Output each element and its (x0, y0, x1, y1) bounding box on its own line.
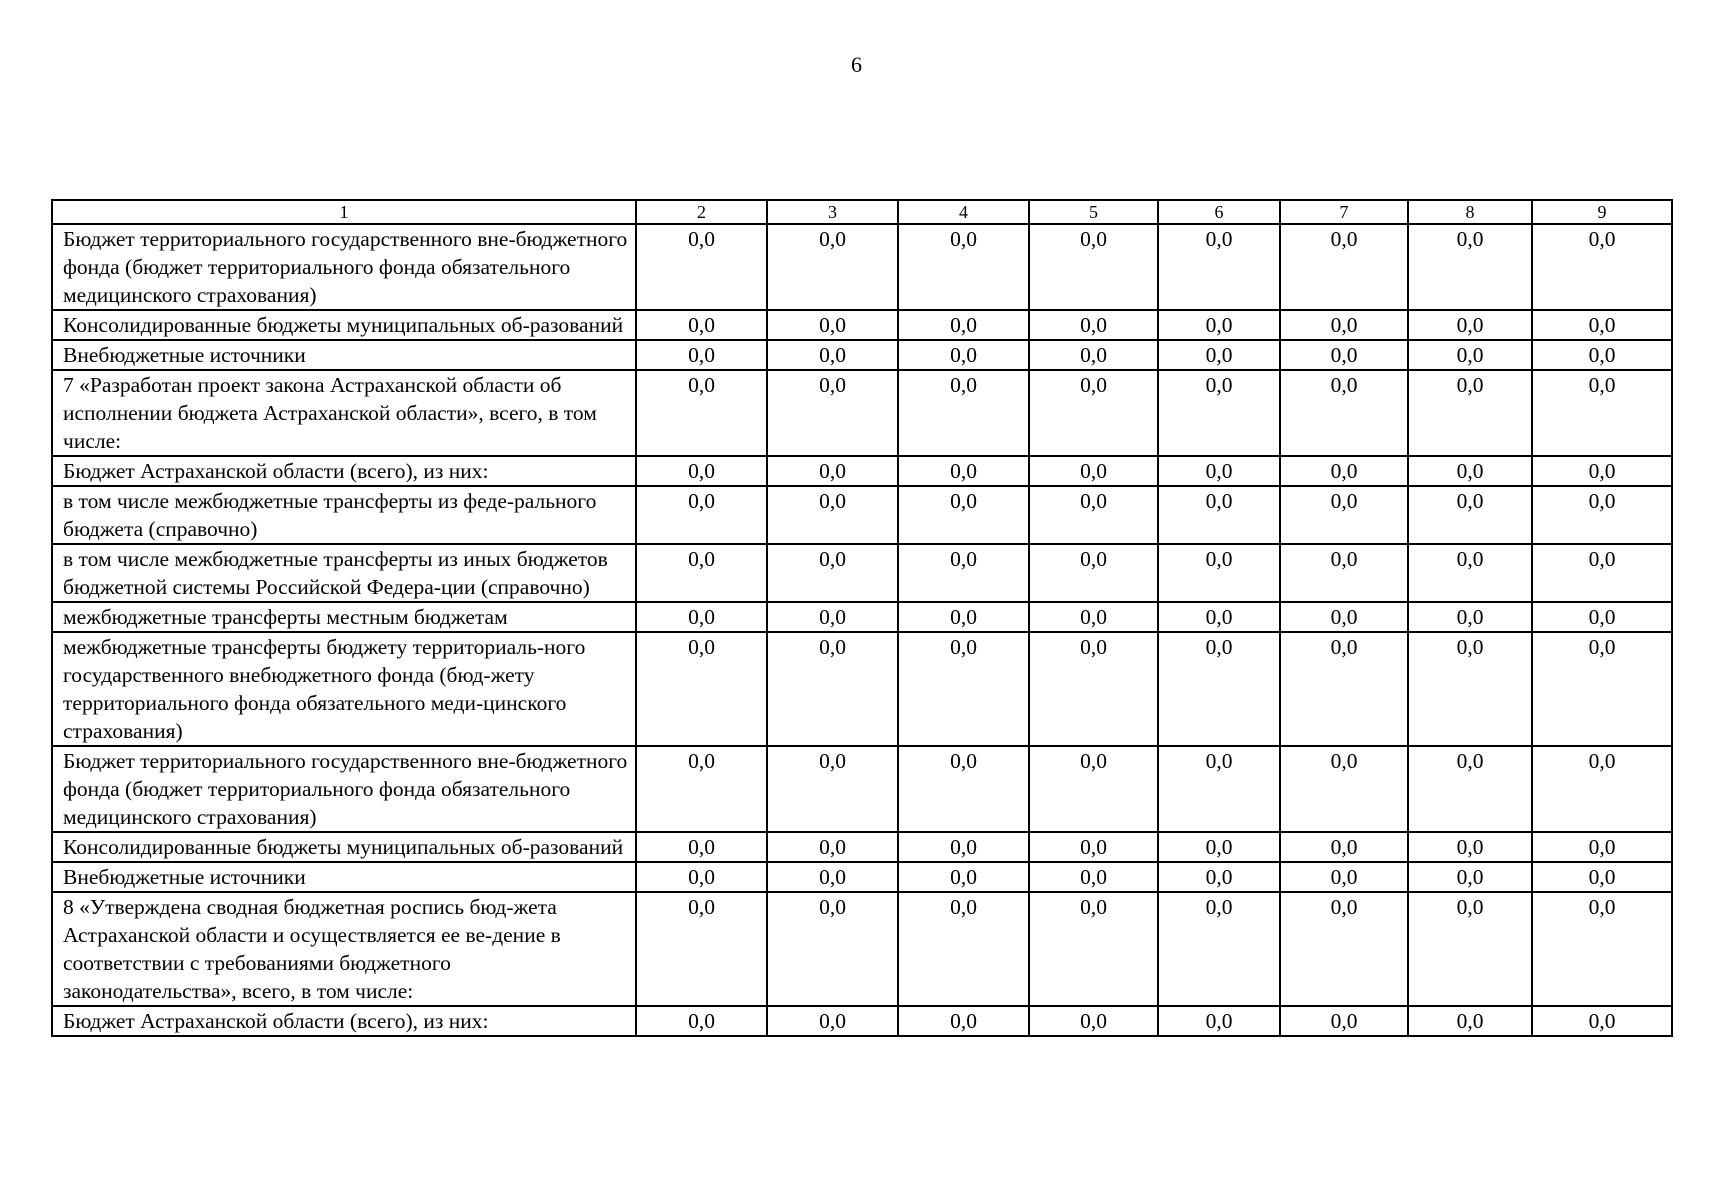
value-cell: 0,0 (1408, 832, 1532, 862)
value-cell: 0,0 (898, 340, 1029, 370)
value-cell: 0,0 (1158, 340, 1280, 370)
table-row (52, 486, 1672, 544)
budget-table (51, 199, 1673, 1037)
value-cell: 0,0 (1158, 1006, 1280, 1036)
value-cell: 0,0 (1532, 1006, 1672, 1036)
value-cell: 0,0 (1408, 862, 1532, 892)
value-cell: 0,0 (898, 832, 1029, 862)
column-header: 8 (1408, 200, 1532, 224)
value-cell: 0,0 (898, 310, 1029, 340)
value-cell: 0,0 (1029, 310, 1158, 340)
table-row (52, 602, 1672, 632)
table-row (52, 632, 1672, 746)
value-cell: 0,0 (767, 370, 898, 456)
value-cell: 0,0 (767, 224, 898, 310)
value-cell: 0,0 (1280, 486, 1408, 544)
row-label: Внебюджетные источники (52, 862, 636, 892)
value-cell: 0,0 (1280, 340, 1408, 370)
value-cell: 0,0 (636, 832, 767, 862)
table-row (52, 892, 1672, 1006)
value-cell: 0,0 (767, 456, 898, 486)
value-cell: 0,0 (1408, 1006, 1532, 1036)
value-cell: 0,0 (767, 862, 898, 892)
row-label: межбюджетные трансферты бюджету территориаль-ного государственного внебюджетного фонда (бюд-жету территориального фонда обязательного меди-цинского страхования) (52, 632, 636, 746)
value-cell: 0,0 (767, 746, 898, 832)
value-cell: 0,0 (1029, 370, 1158, 456)
value-cell: 0,0 (1158, 862, 1280, 892)
value-cell: 0,0 (898, 1006, 1029, 1036)
value-cell: 0,0 (898, 456, 1029, 486)
value-cell: 0,0 (1280, 862, 1408, 892)
value-cell: 0,0 (636, 892, 767, 1006)
value-cell: 0,0 (767, 486, 898, 544)
value-cell: 0,0 (1158, 486, 1280, 544)
value-cell: 0,0 (1408, 456, 1532, 486)
value-cell: 0,0 (1408, 746, 1532, 832)
value-cell: 0,0 (1158, 832, 1280, 862)
value-cell: 0,0 (1532, 746, 1672, 832)
value-cell: 0,0 (1158, 544, 1280, 602)
column-header: 1 (52, 200, 636, 224)
value-cell: 0,0 (1280, 632, 1408, 746)
column-header: 6 (1158, 200, 1280, 224)
value-cell: 0,0 (1158, 746, 1280, 832)
value-cell: 0,0 (1158, 456, 1280, 486)
row-label: 8 «Утверждена сводная бюджетная роспись бюд-жета Астраханской области и осуществляется ее ве-дение в соответствии с требованиями бюджетного законодательства», всего, в том числе: (52, 892, 636, 1006)
value-cell: 0,0 (1532, 544, 1672, 602)
value-cell: 0,0 (898, 544, 1029, 602)
value-cell: 0,0 (636, 370, 767, 456)
row-label: Бюджет территориального государственного вне-бюджетного фонда (бюджет территориального фонда обязательного медицинского страхования) (52, 746, 636, 832)
value-cell: 0,0 (1158, 370, 1280, 456)
row-label: в том числе межбюджетные трансферты из феде-рального бюджета (справочно) (52, 486, 636, 544)
column-header: 5 (1029, 200, 1158, 224)
value-cell: 0,0 (1158, 224, 1280, 310)
value-cell: 0,0 (1029, 602, 1158, 632)
value-cell: 0,0 (636, 602, 767, 632)
value-cell: 0,0 (1408, 544, 1532, 602)
header-row (52, 200, 1672, 224)
value-cell: 0,0 (636, 1006, 767, 1036)
value-cell: 0,0 (1158, 602, 1280, 632)
value-cell: 0,0 (1532, 224, 1672, 310)
value-cell: 0,0 (1158, 892, 1280, 1006)
value-cell: 0,0 (1408, 632, 1532, 746)
value-cell: 0,0 (1280, 832, 1408, 862)
value-cell: 0,0 (1029, 1006, 1158, 1036)
value-cell: 0,0 (1280, 456, 1408, 486)
value-cell: 0,0 (636, 224, 767, 310)
value-cell: 0,0 (636, 486, 767, 544)
value-cell: 0,0 (1280, 544, 1408, 602)
value-cell: 0,0 (1532, 832, 1672, 862)
column-header: 7 (1280, 200, 1408, 224)
table-row (52, 370, 1672, 456)
page-number: 6 (851, 52, 862, 77)
table-row (52, 340, 1672, 370)
column-header: 3 (767, 200, 898, 224)
column-header: 4 (898, 200, 1029, 224)
table-row (52, 224, 1672, 310)
value-cell: 0,0 (898, 862, 1029, 892)
table-row (52, 862, 1672, 892)
value-cell: 0,0 (1280, 602, 1408, 632)
value-cell: 0,0 (898, 632, 1029, 746)
value-cell: 0,0 (1408, 486, 1532, 544)
value-cell: 0,0 (767, 340, 898, 370)
value-cell: 0,0 (1532, 892, 1672, 1006)
value-cell: 0,0 (767, 602, 898, 632)
row-label: Консолидированные бюджеты муниципальных об-разований (52, 310, 636, 340)
row-label: в том числе межбюджетные трансферты из иных бюджетов бюджетной системы Российской Федера-ции (справочно) (52, 544, 636, 602)
value-cell: 0,0 (636, 310, 767, 340)
value-cell: 0,0 (767, 892, 898, 1006)
value-cell: 0,0 (1029, 486, 1158, 544)
value-cell: 0,0 (898, 746, 1029, 832)
value-cell: 0,0 (1532, 370, 1672, 456)
value-cell: 0,0 (1408, 224, 1532, 310)
value-cell: 0,0 (1280, 1006, 1408, 1036)
column-header: 9 (1532, 200, 1672, 224)
row-label: 7 «Разработан проект закона Астраханской области об исполнении бюджета Астраханской области», всего, в том числе: (52, 370, 636, 456)
value-cell: 0,0 (1532, 602, 1672, 632)
value-cell: 0,0 (636, 456, 767, 486)
value-cell: 0,0 (1532, 456, 1672, 486)
row-label: Бюджет территориального государственного вне-бюджетного фонда (бюджет территориального фонда обязательного медицинского страхования) (52, 224, 636, 310)
value-cell: 0,0 (1029, 892, 1158, 1006)
value-cell: 0,0 (636, 862, 767, 892)
value-cell: 0,0 (1280, 224, 1408, 310)
value-cell: 0,0 (1029, 224, 1158, 310)
value-cell: 0,0 (1029, 832, 1158, 862)
value-cell: 0,0 (1408, 370, 1532, 456)
value-cell: 0,0 (767, 832, 898, 862)
value-cell: 0,0 (1029, 632, 1158, 746)
value-cell: 0,0 (1029, 862, 1158, 892)
table-row (52, 832, 1672, 862)
row-label: Консолидированные бюджеты муниципальных об-разований (52, 832, 636, 862)
value-cell: 0,0 (1280, 746, 1408, 832)
table-body (52, 224, 1672, 1036)
value-cell: 0,0 (898, 370, 1029, 456)
value-cell: 0,0 (898, 224, 1029, 310)
value-cell: 0,0 (1408, 602, 1532, 632)
value-cell: 0,0 (1532, 862, 1672, 892)
value-cell: 0,0 (1280, 370, 1408, 456)
table-row (52, 1006, 1672, 1036)
table-row (52, 456, 1672, 486)
column-header: 2 (636, 200, 767, 224)
value-cell: 0,0 (767, 544, 898, 602)
table-row (52, 746, 1672, 832)
row-label: Внебюджетные источники (52, 340, 636, 370)
value-cell: 0,0 (1029, 746, 1158, 832)
value-cell: 0,0 (636, 340, 767, 370)
table-row (52, 310, 1672, 340)
row-label: Бюджет Астраханской области (всего), из них: (52, 456, 636, 486)
value-cell: 0,0 (1408, 892, 1532, 1006)
value-cell: 0,0 (898, 486, 1029, 544)
value-cell: 0,0 (1408, 310, 1532, 340)
value-cell: 0,0 (636, 632, 767, 746)
value-cell: 0,0 (1280, 892, 1408, 1006)
value-cell: 0,0 (1532, 632, 1672, 746)
value-cell: 0,0 (767, 310, 898, 340)
row-label: Бюджет Астраханской области (всего), из них: (52, 1006, 636, 1036)
value-cell: 0,0 (767, 1006, 898, 1036)
value-cell: 0,0 (1532, 340, 1672, 370)
value-cell: 0,0 (898, 892, 1029, 1006)
value-cell: 0,0 (1532, 310, 1672, 340)
row-label: межбюджетные трансферты местным бюджетам (52, 602, 636, 632)
value-cell: 0,0 (636, 544, 767, 602)
value-cell: 0,0 (898, 602, 1029, 632)
value-cell: 0,0 (636, 746, 767, 832)
value-cell: 0,0 (1029, 340, 1158, 370)
value-cell: 0,0 (1029, 456, 1158, 486)
value-cell: 0,0 (1158, 310, 1280, 340)
value-cell: 0,0 (1532, 486, 1672, 544)
value-cell: 0,0 (1158, 632, 1280, 746)
value-cell: 0,0 (1280, 310, 1408, 340)
value-cell: 0,0 (767, 632, 898, 746)
table-row (52, 544, 1672, 602)
value-cell: 0,0 (1029, 544, 1158, 602)
value-cell: 0,0 (1408, 340, 1532, 370)
